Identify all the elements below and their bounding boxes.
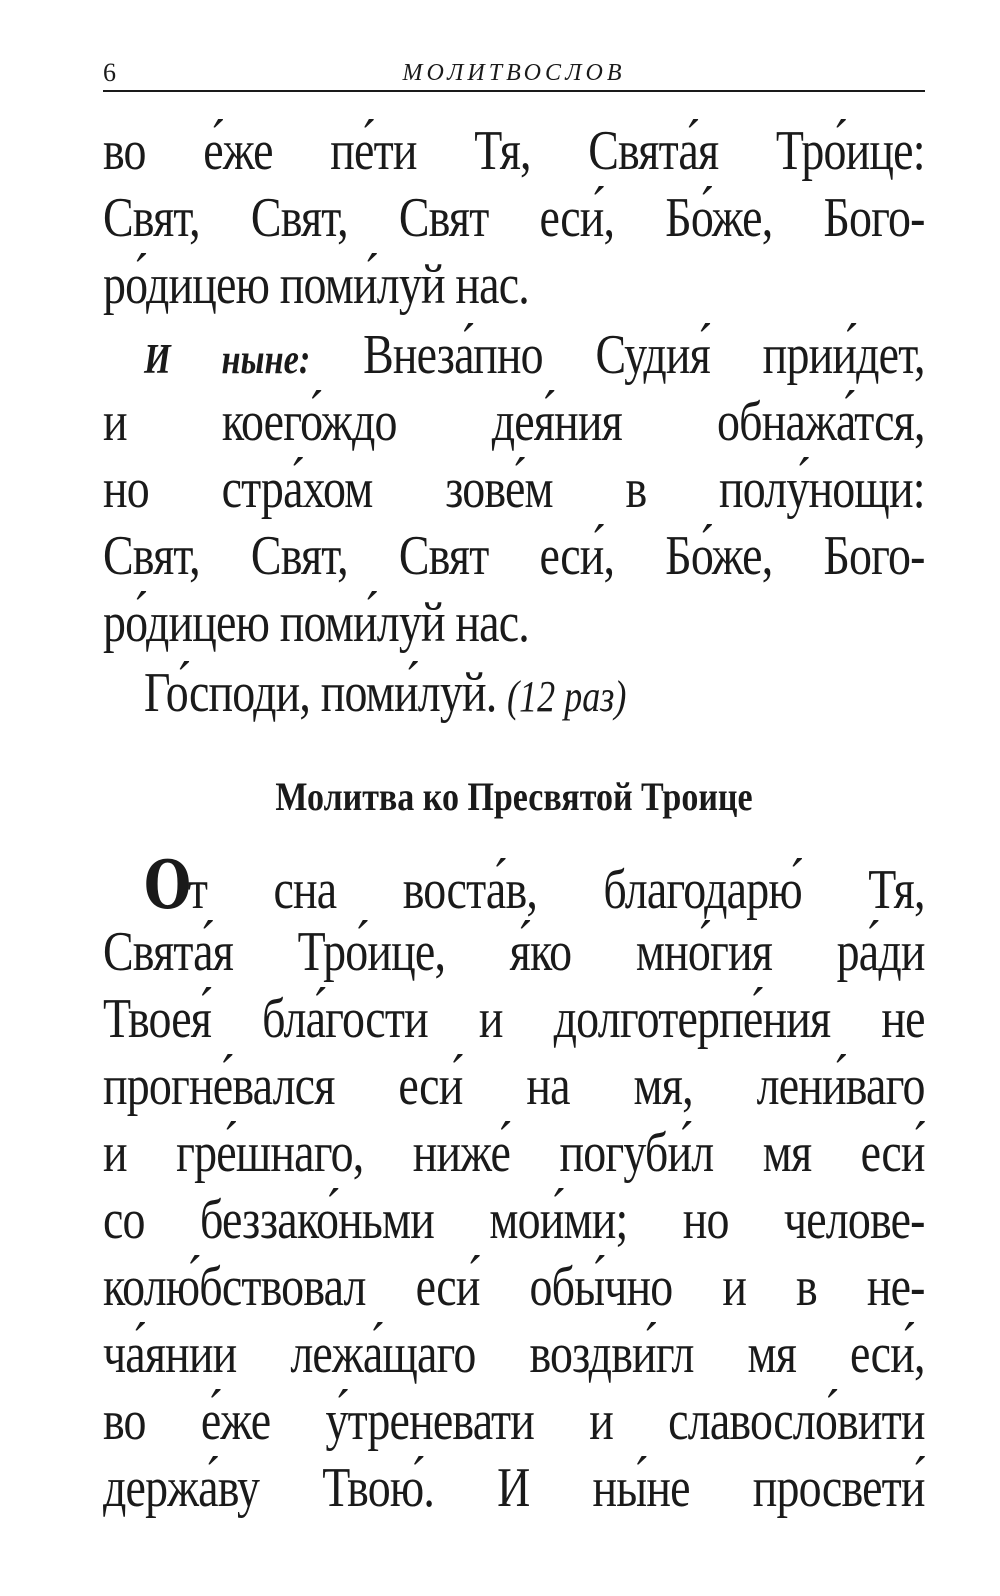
text-line: Свят, Свят, Свят еси́, Бо́же, Бого- [103,525,925,587]
text-line-content: Внеза́пно Судия́ прии́дет, [363,324,925,386]
text-line: и коего́ждо дея́ния обнажа́тся, [103,391,925,453]
text-line: ро́дицею поми́луй нас. [103,592,529,654]
text-line: Твоея́ бла́гости и долготерпе́ния не [103,988,925,1050]
text-block-trinity-hymn [103,118,925,319]
book-title: МОЛИТВОСЛОВ [402,60,626,86]
text-line: Свята́я Тро́ице, я́ко мно́гия ра́ди [103,921,925,983]
text-line: во е́же пе́ти Тя, Свята́я Тро́ице: [103,120,925,182]
section-title: Молитва ко Пресвятой Троице [275,774,753,819]
drop-initial: О [144,846,188,924]
text-line: во е́же у́треневати и славосло́вити [103,1390,925,1452]
text-line: колю́бствовал еси́ обы́чно и в не- [103,1256,925,1318]
text-line: ро́дицею поми́луй нас. [103,254,529,316]
text-line-content: т сна воста́в, благодарю́ Тя, [187,859,925,921]
text-line: держа́ву Твою́. И ны́не просвети́ [103,1457,925,1519]
text-line: со беззако́ньми мои́ми; но челове- [103,1189,925,1251]
page-number: 6 [103,58,116,87]
prayer-body [103,846,925,1522]
text-line: и гре́шнаго, ниже́ погуби́л мя еси́ [103,1122,925,1184]
text-block-lord-have-mercy [103,660,777,727]
text-line [103,322,925,389]
text-line [103,846,925,924]
text-line [103,660,925,727]
lord-have-mercy-text: Го́споди, поми́луй. [144,662,497,724]
text-line: но стра́хом зове́м в полу́нощи: [103,458,925,520]
text-line: ча́янии лежа́щаго воздви́гл мя еси́, [103,1323,925,1385]
text-block-and-now [103,322,925,657]
text-line: прогне́вался еси́ на мя, лени́ваго [103,1055,925,1117]
text-line: Свят, Свят, Свят еси́, Бо́же, Бого- [103,187,925,249]
running-head [103,52,925,92]
repetition-note: (12 раз) [507,672,627,721]
rubric-and-now: И ныне: [144,337,311,383]
header-rule [103,90,925,92]
